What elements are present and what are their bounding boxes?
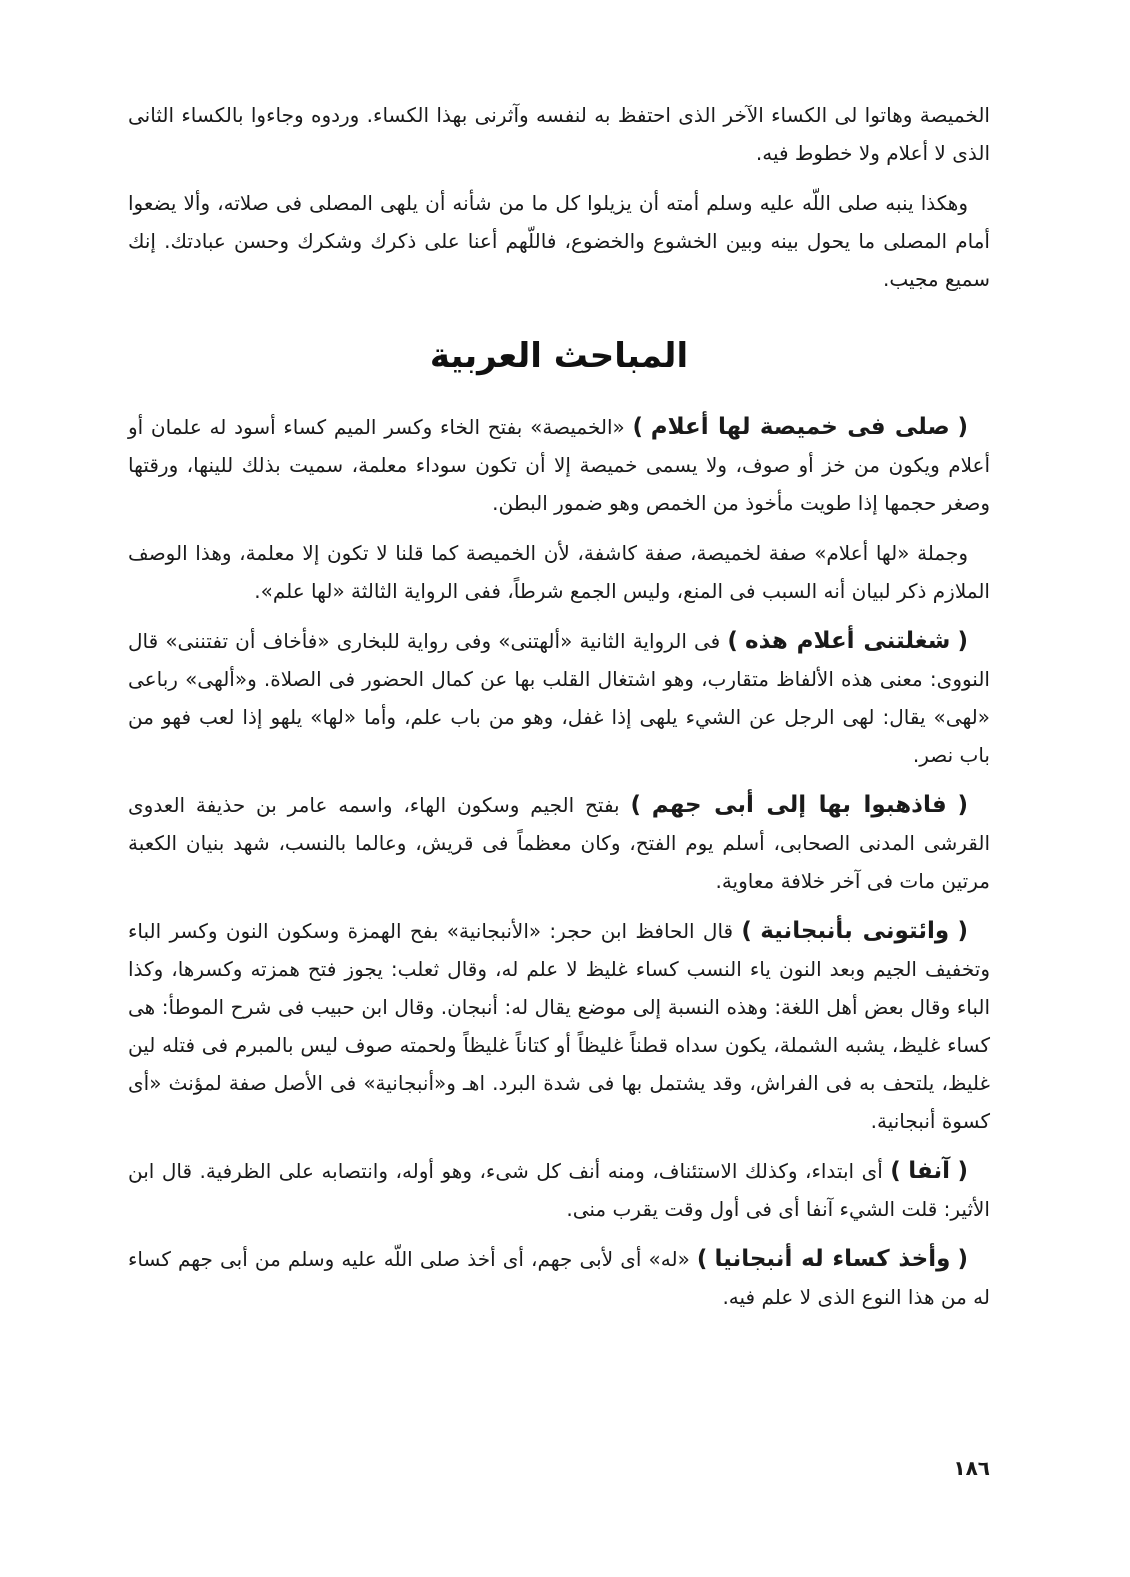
entry-anifan xyxy=(128,1152,990,1228)
open-paren: ( xyxy=(957,628,969,654)
lemma-term: آنفا xyxy=(908,1158,950,1184)
close-paren: ) xyxy=(632,414,644,440)
entry-anbijaniya xyxy=(128,912,990,1140)
section-title: المباحث العربية xyxy=(429,336,689,376)
entry-abi-jahm xyxy=(128,786,990,900)
lemma-term: صلى فى خميصة لها أعلام xyxy=(650,414,950,440)
open-paren: ( xyxy=(957,1158,968,1184)
entry-body: بفتح الجيم وسكون الهاء، واسمه عامر بن حذيفة العدوى القرشى المدنى الصحابى، أسلم يوم الفتح، وكان معظماً فى قريش، وعالما بالنسب، شهد بنيان الكعبة مرتين مات فى آخر خلافة معاوية. xyxy=(128,793,990,893)
intro-paragraph-2: وهكذا ينبه صلى اللّه عليه وسلم أمته أن يزيلوا كل ما من شأنه أن يلهى المصلى فى صلاته، وألا يضعوا أمام المصلى ما يحول بينه وبين الخشوع والخضوع، فاللّهم أعنا على ذكرك وشكرك وحسن عبادتك. إنك سميع مجيب. xyxy=(128,191,990,291)
lemma-term: شغلتنى أعلام هذه xyxy=(745,628,951,654)
lemma-term: فاذهبوا بها إلى أبى جهم xyxy=(651,792,947,818)
entry-body: «له» أى لأبى جهم، أى أخذ صلى اللّه عليه وسلم من أبى جهم كساء له من هذا النوع الذى لا علم فيه. xyxy=(128,1247,990,1309)
open-paren: ( xyxy=(957,918,969,944)
entry-shaghalatni xyxy=(128,622,990,774)
page-body xyxy=(128,96,990,1328)
lemma-term: وأخذ كساء له أنبجانيا xyxy=(714,1246,951,1272)
open-paren: ( xyxy=(957,414,969,440)
close-paren: ) xyxy=(630,792,641,818)
entry-khamisa xyxy=(128,408,990,522)
entry-body: أى ابتداء، وكذلك الاستئناف، ومنه أنف كل شىء، وهو أوله، وانتصابه على الظرفية. قال ابن الأثير: قلت الشيء آنفا أى فى أول وقت يقرب منى. xyxy=(128,1159,990,1221)
plain-paragraph: وجملة «لها أعلام» صفة لخميصة، صفة كاشفة، لأن الخميصة كما قلنا لا تكون إلا معلمة، وهذا الوصف الملازم ذكر لبيان أنه السبب فى المنع، وليس الجمع شرطاً، ففى الرواية الثالثة «لها علم». xyxy=(128,541,990,603)
open-paren: ( xyxy=(957,1246,969,1272)
entry-body: فى الرواية الثانية «ألهتنى» وفى رواية للبخارى «فأخاف أن تفتننى» قال النووى: معنى هذه الألفاظ متقارب، وهو اشتغال القلب بها عن كمال الحضور فى الصلاة. و«ألهى» رباعى «لهى» يقال: لهى الرجل عن الشيء يلهى إذا غفل، وهو من باب علم، وأما «لها» يلهو إذا لعب فهو من باب نصر. xyxy=(128,629,990,767)
page-number: ١٨٦ xyxy=(953,1456,990,1480)
close-paren: ) xyxy=(741,918,752,944)
lemma-term: وائتونى بأنبجانية xyxy=(760,918,950,944)
entry-body: قال الحافظ ابن حجر: «الأنبجانية» بفح الهمزة وسكون النون وكسر الباء وتخفيف الجيم وبعد النون ياء النسب كساء غليظ لا علم له، وقال ثعلب: يجوز فتح همزته وكسرها، وكذا الباء وقال بعض أهل اللغة: وهذه النسبة إلى موضع يقال له: أنبجان. وقال ابن حبيب فى شرح الموطأ: هى كساء غليظ، يشبه الشملة، يكون سداه قطناً غليظاً أو كتاناً غليظاً ولحمته صوف ليس بالمبرم فى فتله لين غليظ، يلتحف به فى الفراش، وقد يشتمل بها فى شدة البرد. اهـ و«أنبجانية» فى الأصل صفة لمؤنث «أى كسوة أنبجانية. xyxy=(128,919,990,1133)
entry-body: «الخميصة» بفتح الخاء وكسر الميم كساء أسود له علمان أو أعلام ويكون من خز أو صوف، ولا يسمى خميصة إلا أن تكون سوداء معلمة، سميت بذلك للينها، ورقتها وصغر حجمها إذا طويت مأخوذ من الخمص وهو ضمور البطن. xyxy=(128,415,990,515)
open-paren: ( xyxy=(957,792,969,818)
close-paren: ) xyxy=(727,628,738,654)
close-paren: ) xyxy=(696,1246,708,1272)
entry-akhadha-kisa xyxy=(128,1240,990,1316)
intro-paragraph-1: الخميصة وهاتوا لى الكساء الآخر الذى احتفظ به لنفسه وآثرنى بهذا الكساء. وردوه وجاءوا بالكساء الثانى الذى لا أعلام ولا خطوط فيه. xyxy=(128,103,990,165)
close-paren: ) xyxy=(890,1158,901,1184)
